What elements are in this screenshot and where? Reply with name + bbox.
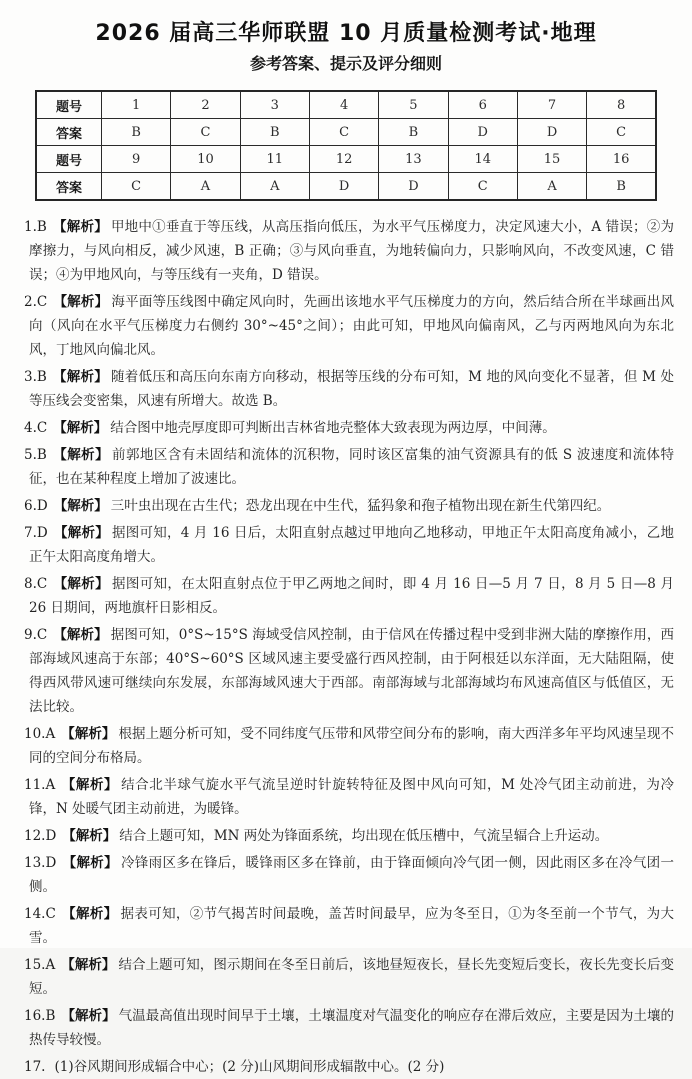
question-number-cell: 11 [240, 146, 309, 173]
question-number-cell: 15 [517, 146, 586, 173]
explanation-text: 据图可知，0°S~15°S 海域受信风控制，由于信风在传播过程中受到非洲大陆的摩擦作用，西部海域风速高于东部；40°S~60°S 区域风速主要受盛行西风控制，由于阿根廷以东洋面，无大陆阻隔，使得西风带风速可继续向东发展，东部海域风速大于西部。南部海域与北部海域均布风速高值区与低值区，无法比较。 [29, 627, 675, 715]
explanation-text: 据表可知，②节气揭苫时间最晚，盖苫时间最早，应为冬至日，①为冬至前一个节气，为大雪。 [29, 906, 675, 946]
analysis-label: 【解析】 [61, 906, 118, 922]
explanation-item-17 [18, 1055, 674, 1079]
analysis-label: 【解析】 [53, 627, 108, 643]
analysis-label: 【解析】 [61, 957, 116, 973]
explanation-text: 结合图中地壳厚度即可判断出吉林省地壳整体大致表现为两边厚，中间薄。 [110, 420, 556, 436]
row-header: 答案 [36, 119, 102, 146]
question-number-cell: 9 [102, 146, 171, 173]
explanation-text: 三叶虫出现在古生代；恐龙出现在中生代，猛犸象和孢子植物出现在新生代第四纪。 [110, 498, 611, 514]
answer-cell: B [102, 119, 171, 146]
answer-cell: D [517, 119, 586, 146]
answer-cell: C [102, 173, 171, 201]
analysis-label: 【解析】 [53, 498, 108, 514]
analysis-label: 【解析】 [62, 828, 117, 844]
analysis-label: 【解析】 [52, 219, 108, 235]
analysis-label: 【解析】 [61, 1008, 116, 1024]
analysis-label: 【解析】 [53, 576, 109, 592]
item-number-answer: 13.D [24, 855, 57, 871]
question-number-cell: 10 [171, 146, 240, 173]
explanation-text: 气温最高值出现时间早于土壤，土壤温度对气温变化的响应存在滞后效应，主要是因为土壤的热传导较慢。 [29, 1008, 674, 1048]
row-header: 答案 [36, 173, 102, 201]
item-number-answer: 16.B [24, 1008, 56, 1024]
answer-cell: C [309, 119, 378, 146]
row-header: 题号 [36, 91, 102, 119]
answer-cell: D [309, 173, 378, 201]
item-number-answer: 2.C [24, 294, 48, 310]
question-number-cell: 6 [448, 91, 517, 119]
answer-cell: C [587, 119, 656, 146]
explanation-item-15 [18, 953, 674, 1001]
analysis-label: 【解析】 [52, 447, 110, 463]
question-number-cell: 4 [309, 91, 378, 119]
analysis-label: 【解析】 [61, 726, 116, 742]
question-number-cell: 1 [102, 91, 171, 119]
answer-cell: D [379, 173, 448, 201]
explanation-text: 结合上题可知，MN 两处为锋面系统，均出现在低压槽中，气流呈辐合上升运动。 [119, 828, 609, 844]
item-number-answer: 8.C [24, 576, 48, 592]
answer-cell: B [587, 173, 656, 201]
analysis-label: 【解析】 [53, 525, 110, 541]
explanation-item-12 [18, 824, 674, 848]
answer-cell: C [448, 173, 517, 201]
analysis-label: 【解析】 [62, 855, 118, 871]
analysis-label: 【解析】 [53, 294, 109, 310]
item-number-answer: 7.D [24, 525, 48, 541]
analysis-label: 【解析】 [53, 420, 108, 436]
item-number-answer: 1.B [24, 219, 47, 235]
explanation-text: (1)谷风期间形成辐合中心；(2 分)山风期间形成辐散中心。(2 分) [54, 1059, 445, 1075]
table-row-answers-9-16 [36, 173, 656, 201]
explanation-text: 甲地中①垂直于等压线，从高压指向低压，为水平气压梯度力，决定风速大小，A 错误；②为摩擦力，与风向相反，减少风速，B 正确；③与风向垂直，为地转偏向力，只影响风向，不改变风速，C 错误；④为甲地风向，与等压线有一夹角，D 错误。 [29, 219, 675, 283]
question-number-cell: 2 [171, 91, 240, 119]
question-number-cell: 12 [309, 146, 378, 173]
answer-cell: A [171, 173, 240, 201]
question-number-cell: 16 [587, 146, 656, 173]
answer-cell: A [240, 173, 309, 201]
item-number-answer: 5.B [24, 447, 47, 463]
explanation-item-5 [18, 443, 674, 491]
answer-cell: A [517, 173, 586, 201]
explanation-item-14 [18, 902, 674, 950]
table-row-question-numbers-1-8 [36, 91, 656, 119]
explanation-item-10 [18, 722, 674, 770]
question-number-cell: 13 [379, 146, 448, 173]
item-number-answer: 15.A [24, 957, 56, 973]
explanation-item-1 [18, 215, 674, 287]
explanation-item-4 [18, 416, 674, 440]
answer-cell: B [379, 119, 448, 146]
item-number-answer: 3.B [24, 369, 47, 385]
question-number-cell: 14 [448, 146, 517, 173]
explanation-text: 据图可知，4 月 16 日后，太阳直射点越过甲地向乙地移动，甲地正午太阳高度角减小，乙地正午太阳高度角增大。 [29, 525, 675, 565]
item-number-answer: 17. [24, 1059, 46, 1075]
explanation-text: 冷锋雨区多在锋后，暖锋雨区多在锋前，由于锋面倾向冷气团一侧，因此雨区多在冷气团一侧。 [29, 855, 674, 895]
row-header: 题号 [36, 146, 102, 173]
page-subtitle: 参考答案、提示及评分细则 [249, 54, 442, 73]
answer-cell: B [240, 119, 309, 146]
explanation-item-3 [18, 365, 674, 413]
explanation-text: 海平面等压线图中确定风向时，先画出该地水平气压梯度力的方向，然后结合所在半球画出风向（风向在水平气压梯度力右侧约 30°~45°之间）；由此可知，甲地风向偏南风，乙与丙两地风向为东北风，丁地风向偏北风。 [29, 294, 675, 358]
item-number-answer: 4.C [24, 420, 48, 436]
explanation-item-7 [18, 521, 674, 569]
explanation-text: 结合上题可知，图示期间在冬至日前后，该地昼短夜长，昼长先变短后变长，夜长先变长后变短。 [29, 957, 675, 997]
analysis-label: 【解析】 [61, 777, 119, 793]
item-number-answer: 9.C [24, 627, 48, 643]
question-number-cell: 7 [517, 91, 586, 119]
explanation-item-9 [18, 623, 674, 719]
item-number-answer: 12.D [24, 828, 57, 844]
explanation-text: 结合北半球气旋水平气流呈逆时针旋转特征及图中风向可知，M 处冷气团主动前进，为冷锋，N 处暖气团主动前进，为暖锋。 [29, 777, 674, 817]
answer-cell: C [171, 119, 240, 146]
explanation-item-2 [18, 290, 674, 362]
explanations-list [18, 215, 674, 1079]
explanation-text: 据图可知，在太阳直射点位于甲乙两地之间时，即 4 月 16 日—5 月 7 日，8 月 5 日—8 月 26 日期间，两地旗杆日影相反。 [29, 576, 674, 616]
explanation-item-6 [18, 494, 674, 518]
explanation-item-11 [18, 773, 674, 821]
table-row-answers-1-8 [36, 119, 656, 146]
item-number-answer: 6.D [24, 498, 48, 514]
page-title: 2026 届高三华师联盟 10 月质量检测考试·地理 [95, 21, 597, 46]
item-number-answer: 10.A [24, 726, 56, 742]
analysis-label: 【解析】 [52, 369, 108, 385]
explanation-text: 随着低压和高压向东南方向移动，根据等压线的分布可知，M 地的风向变化不显著，但 M 处等压线会变密集，风速有所增大。故选 B。 [29, 369, 674, 409]
explanation-text: 前郭地区含有未固结和流体的沉积物，同时该区富集的油气资源具有的低 S 波速度和流体特征，也在某种程度上增加了波速比。 [29, 447, 674, 487]
question-number-cell: 3 [240, 91, 309, 119]
item-number-answer: 14.C [24, 906, 56, 922]
explanation-text: 根据上题分析可知，受不同纬度气压带和风带空间分布的影响，南大西洋多年平均风速呈现不同的空间分布格局。 [29, 726, 675, 766]
question-number-cell: 8 [587, 91, 656, 119]
question-number-cell: 5 [379, 91, 448, 119]
answer-cell: D [448, 119, 517, 146]
explanation-item-16 [18, 1004, 674, 1052]
explanation-item-8 [18, 572, 674, 620]
answer-table [35, 90, 657, 201]
item-number-answer: 11.A [24, 777, 56, 793]
table-row-question-numbers-9-16 [36, 146, 656, 173]
explanation-item-13 [18, 851, 674, 899]
